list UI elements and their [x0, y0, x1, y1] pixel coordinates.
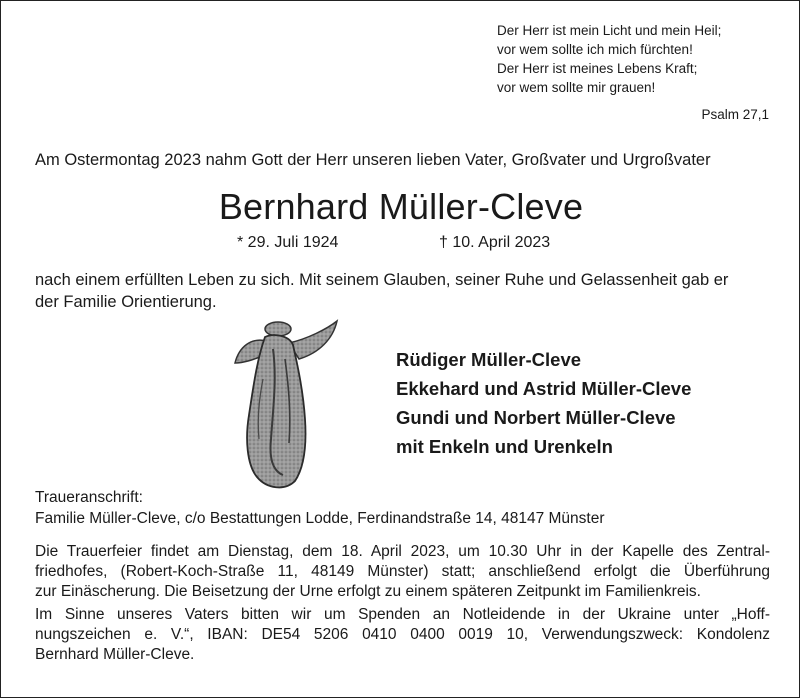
birth-date: * 29. Juli 1924 [237, 234, 339, 251]
address-value: Familie Müller-Cleve, c/o Bestattungen Lodde, Ferdinandstraße 14, 48147 Münster [35, 510, 605, 527]
psalm-quote [497, 21, 769, 124]
address-label: Traueranschrift: [35, 489, 143, 506]
psalm-line: vor wem sollte ich mich fürchten! [497, 42, 693, 57]
after-text-line: nach einem erfüllten Leben zu sich. Mit seinem Glauben, seiner Ruhe und Gelassenheit gab er [35, 271, 729, 289]
angel-icon [233, 319, 363, 491]
donation-line: Bernhard Müller-Cleve. [35, 646, 195, 663]
psalm-line: vor wem sollte mir grauen! [497, 80, 656, 95]
psalm-line: Der Herr ist meines Lebens Kraft; [497, 61, 698, 76]
family-member: mit Enkeln und Urenkeln [396, 436, 613, 457]
after-text [35, 269, 775, 313]
family-member: Rüdiger Müller-Cleve [396, 349, 582, 370]
donation-line: nungszeichen e. V.“, IBAN: DE54 5206 0410 0400 0019 10, Verwendungszweck: Kondolenz [35, 626, 770, 643]
after-text-line: der Familie Orientierung. [35, 293, 217, 311]
psalm-reference: Psalm 27,1 [701, 107, 769, 122]
family-member: Ekkehard und Astrid Müller-Cleve [396, 378, 692, 399]
ceremony-line: zur Einäscherung. Die Beisetzung der Urne erfolgt zu einem späteren Zeitpunkt im Familienkreis. [35, 583, 701, 600]
ceremony-line: friedhofes, (Robert-Koch-Straße 11, 48149 Münster) statt; anschließend erfolgt die Überführung [35, 563, 770, 580]
family-signatures [396, 345, 776, 461]
deceased-name: Bernhard Müller-Cleve [218, 186, 584, 227]
death-date: † 10. April 2023 [439, 234, 551, 251]
psalm-line: Der Herr ist mein Licht und mein Heil; [497, 23, 722, 38]
family-member: Gundi und Norbert Müller-Cleve [396, 407, 676, 428]
mourning-address [35, 487, 775, 529]
donation-line: Im Sinne unseres Vaters bitten wir um Spenden an Notleidende in der Ukraine unter „Hoff- [35, 606, 770, 623]
ceremony-line: Die Trauerfeier findet am Dienstag, dem 18. April 2023, um 10.30 Uhr in der Kapelle des Zentral- [35, 543, 770, 560]
donation-info [35, 605, 770, 665]
ceremony-info [35, 542, 770, 602]
intro-text: Am Ostermontag 2023 nahm Gott der Herr unseren lieben Vater, Großvater und Urgroßvater [35, 151, 711, 169]
